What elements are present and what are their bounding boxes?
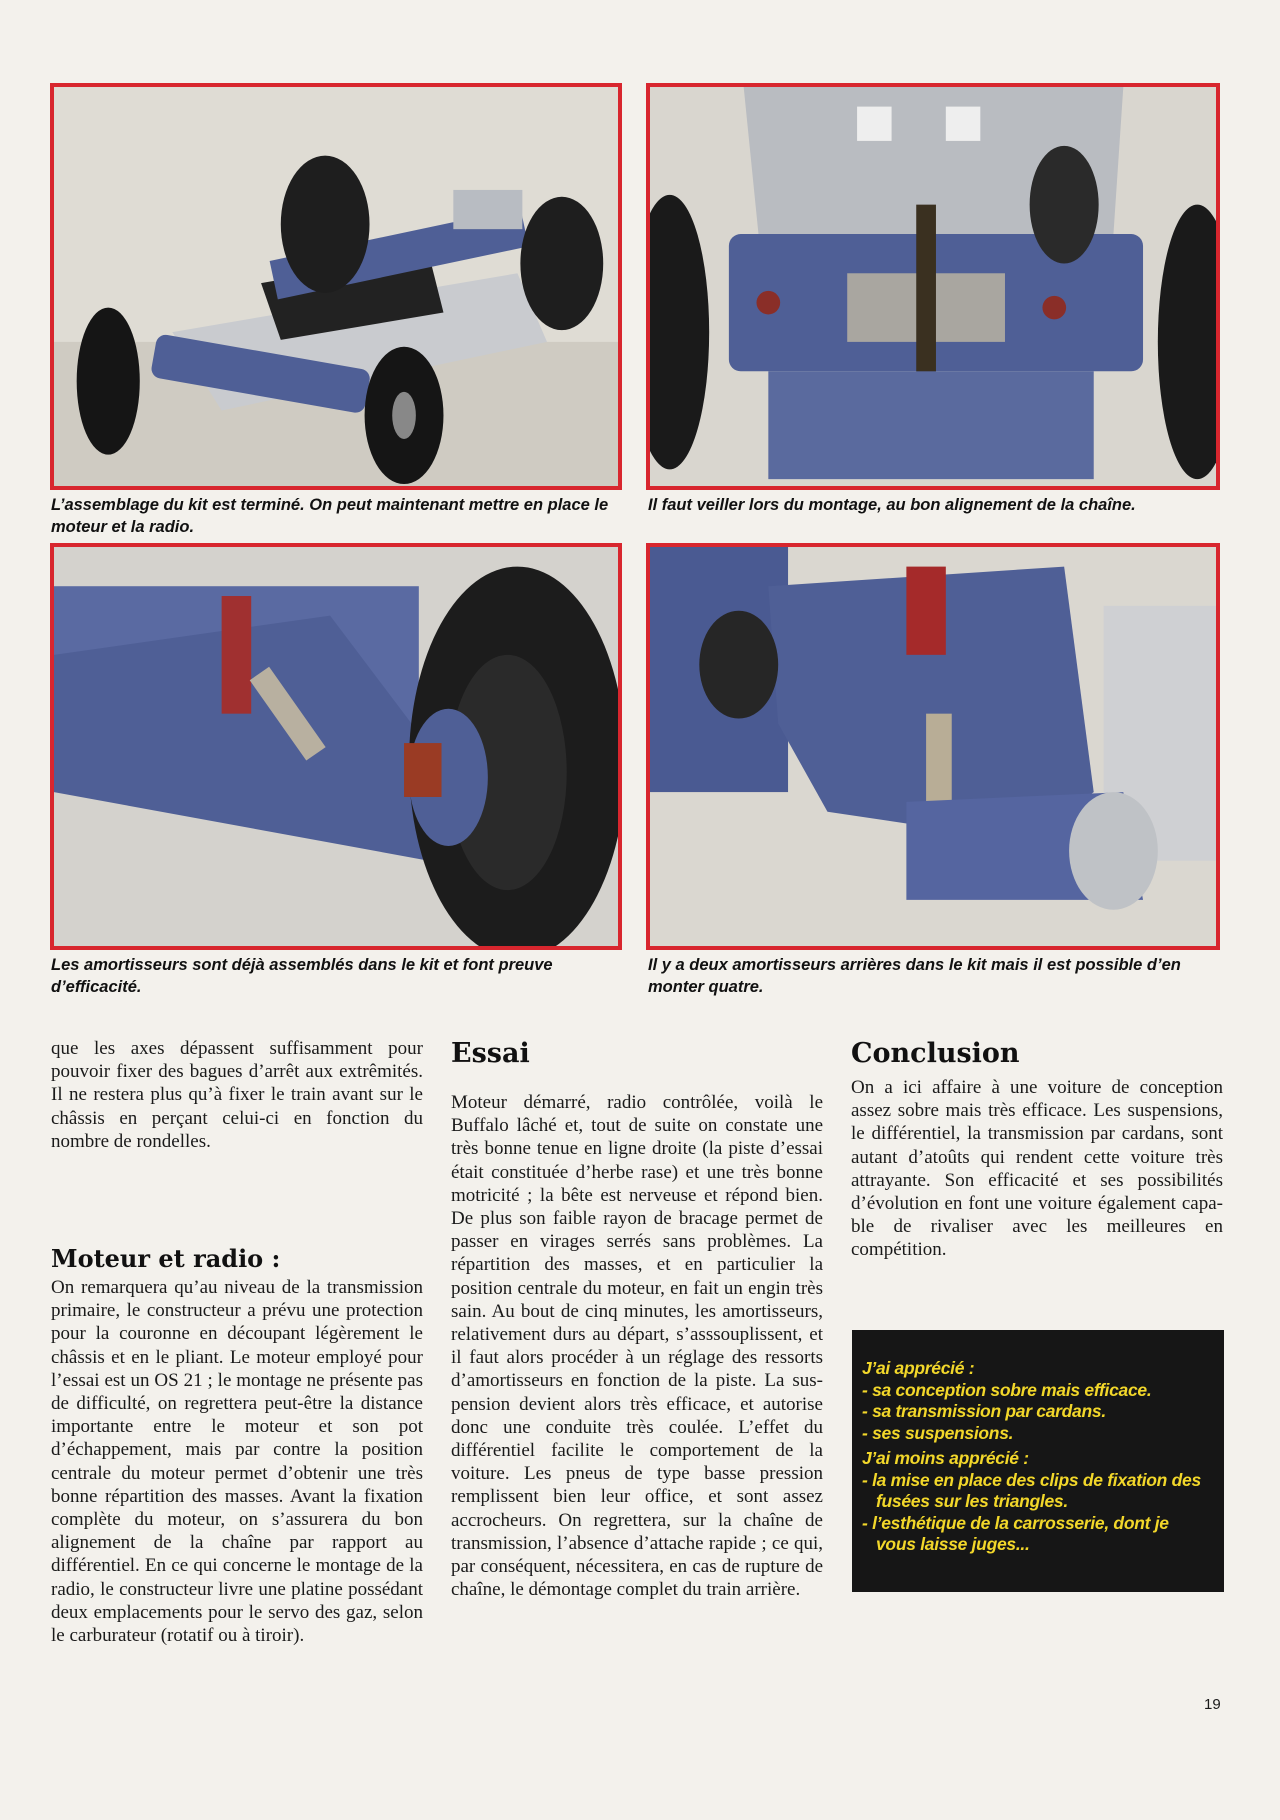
moteur-radio-paragraph: On remarquera qu’au niveau de la transmission primaire, le constructeur a prévu une protection pour la couronne en découpant légèrement le châssis et en le pliant. Le moteur employé pour l’essai est un OS 21 ; le montage ne présente pas de difficulté, on regrettera peut-être la distance importante entre le moteur et son pot d’échappement, mais par contre la position centrale du moteur permet d’obtenir une très bonne répartition des masses. Avant la fixation complète du moteur, on s’assurera du bon alignement de la chaîne par rapport au différentiel. En ce qui concerne le montage de la radio, le constructeur livre une platine possédant deux emplacements pour le servo des gaz, selon le carburateur (rotatif ou à tiroir).: [51, 1277, 423, 1647]
caption-top-left: L’assemblage du kit est terminé. On peut maintenant mettre en place le moteur et la radio.: [51, 496, 609, 536]
conclusion-paragraph: On a ici affaire à une voiture de conception assez sobre mais très efficace. Les suspensions, le différentiel, la transmission par cardans, sont autant d’atoûts qui rendent cette voiture très attrayante. Son efficacité et ses possibilités d’évolution en font une voiture également capable de rivaliser avec les meilleures en compétition.: [851, 1077, 1223, 1261]
page-number: 19: [1204, 1696, 1221, 1713]
heading-conclusion: Conclusion: [851, 1038, 1020, 1069]
liked-item: - sa conception sobre mais efficace.: [862, 1379, 1152, 1400]
disliked-item: - l’esthétique de la carrosserie, dont je vous laisse juges...: [862, 1512, 1169, 1554]
caption-bottom-left: Les amortisseurs sont déjà assemblés dans le kit et font preuve d’efficacité.: [51, 956, 553, 996]
heading-essai: Essai: [451, 1038, 530, 1069]
article-column-1-body: [51, 1276, 423, 1647]
article-column-1-intro: [51, 1037, 423, 1153]
caption-top-right: Il faut veiller lors du montage, au bon alignement de la chaîne.: [648, 496, 1136, 514]
essai-paragraph: Moteur démarré, radio contrôlée, voilà le Buffalo lâché et, tout de suite on constate une très bonne tenue en ligne droite (la piste d’essai était constituée d’herbe rase) et une très bonne motricité ; la bête est nerveuse et répond bien. De plus son faible rayon de bracage permet de passer en virages serrés sans problèmes. La répartition des masses, et en particulier la position centrale du moteur, en fait un engin très sain. Au bout de cinq minutes, les amortisseurs, relativement durs au départ, s’asssouplissent, et il faut alors procéder à un réglage des ressorts d’amortisseurs en fonction de la piste. La suspension devient alors très efficace, et autorise donc une conduite très coulée. L’effet du différentiel facilite le comportement de la voiture. Les pneus de type basse pression remplissent bien leur office, et sont assez accrocheurs. On regrettera, sur la chaîne de transmission, l’absence d’attache rapide ; ce qui, par conséquent, nécessitera, en cas de rupture de chaîne, le démontage complet du train arrière.: [451, 1092, 823, 1601]
article-column-2: [451, 1091, 823, 1601]
intro-paragraph: que les axes dépassent suffisamment pour pouvoir fixer des bagues d’arrêt aux extrêmités. Il ne restera plus qu’à fixer le train avant sur le châssis en perçant celui-ci en fonction du nombre de rondelles.: [51, 1038, 423, 1152]
liked-item: - sa transmission par cardans.: [862, 1401, 1106, 1421]
verdict-box: [852, 1330, 1224, 1592]
photo-assembled-kit: [50, 83, 622, 490]
liked-item: - ses suspensions.: [862, 1422, 1014, 1443]
disliked-title: J’ai moins apprécié :: [862, 1448, 1029, 1468]
photo-chain-alignment: [646, 83, 1220, 490]
liked-title: J’ai apprécié :: [862, 1358, 975, 1378]
heading-moteur-radio: Moteur et radio :: [51, 1244, 281, 1273]
photo-rear-shocks: [646, 543, 1220, 950]
photo-front-shock: [50, 543, 622, 950]
disliked-item: - la mise en place des clips de fixation des fusées sur les triangles.: [862, 1469, 1201, 1511]
article-column-3: [851, 1076, 1223, 1262]
caption-bottom-right: Il y a deux amortisseurs arrières dans le kit mais il est possible d’en monter quatre.: [648, 956, 1181, 996]
